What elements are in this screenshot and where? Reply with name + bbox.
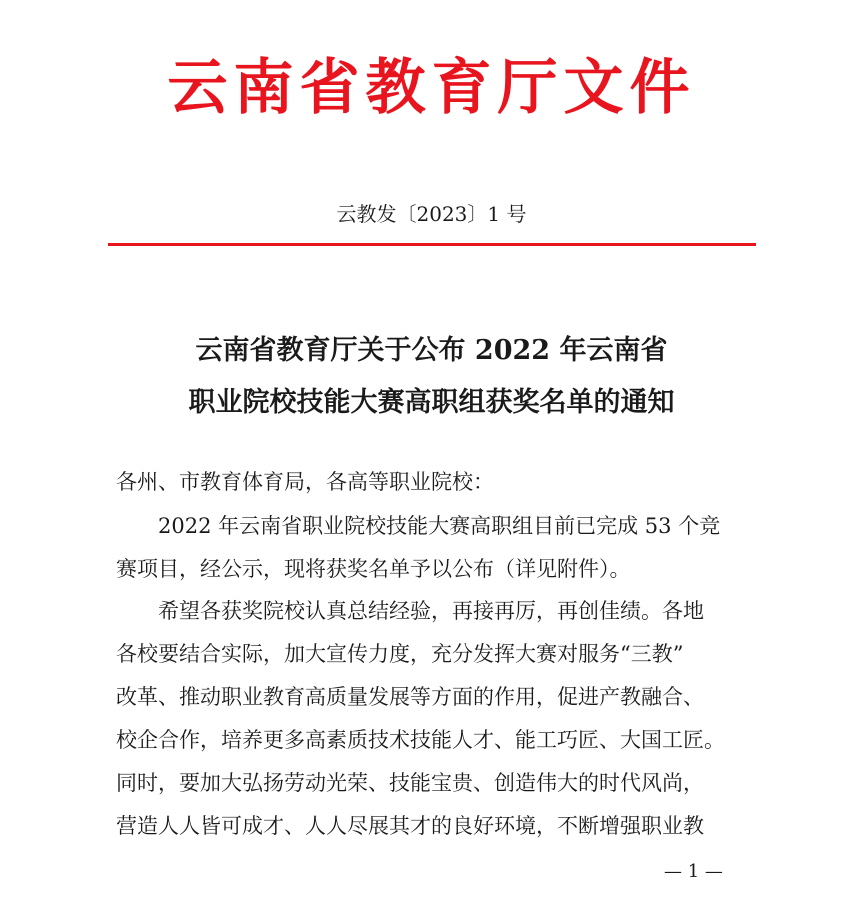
document-masthead: 云南省教育厅文件 <box>167 53 696 123</box>
body-line: 校企合作，培养更多高素质技术技能人才、能工巧匠、大国工匠。 <box>116 728 725 752</box>
body-line: 希望各获奖院校认真总结经验，再接再厉，再创佳绩。各地 <box>158 599 704 623</box>
body-line: 2022 年云南省职业院校技能大赛高职组目前已完成 53 个竞 <box>158 514 721 538</box>
salutation: 各州、市教育体育局，各高等职业院校： <box>116 470 494 494</box>
body-line: 同时，要加大弘扬劳动光荣、技能宝贵、创造伟大的时代风尚， <box>116 771 704 795</box>
header-divider <box>108 243 756 246</box>
body-line: 营造人人皆可成才、人人尽展其才的良好环境，不断增强职业教 <box>116 814 704 838</box>
document-title-line-1: 云南省教育厅关于公布 2022 年云南省 <box>195 335 668 366</box>
document-title-line-2: 职业院校技能大赛高职组获奖名单的通知 <box>188 387 675 418</box>
body-line: 赛项目，经公示，现将获奖名单予以公布（详见附件）。 <box>116 557 631 581</box>
page-number: — 1 — <box>664 861 723 882</box>
body-line: 改革、推动职业教育高质量发展等方面的作用，促进产教融合、 <box>116 685 704 709</box>
document-number: 云教发〔2023〕1 号 <box>336 202 527 226</box>
body-line: 各校要结合实际，加大宣传力度，充分发挥大赛对服务“三教” <box>116 642 684 666</box>
